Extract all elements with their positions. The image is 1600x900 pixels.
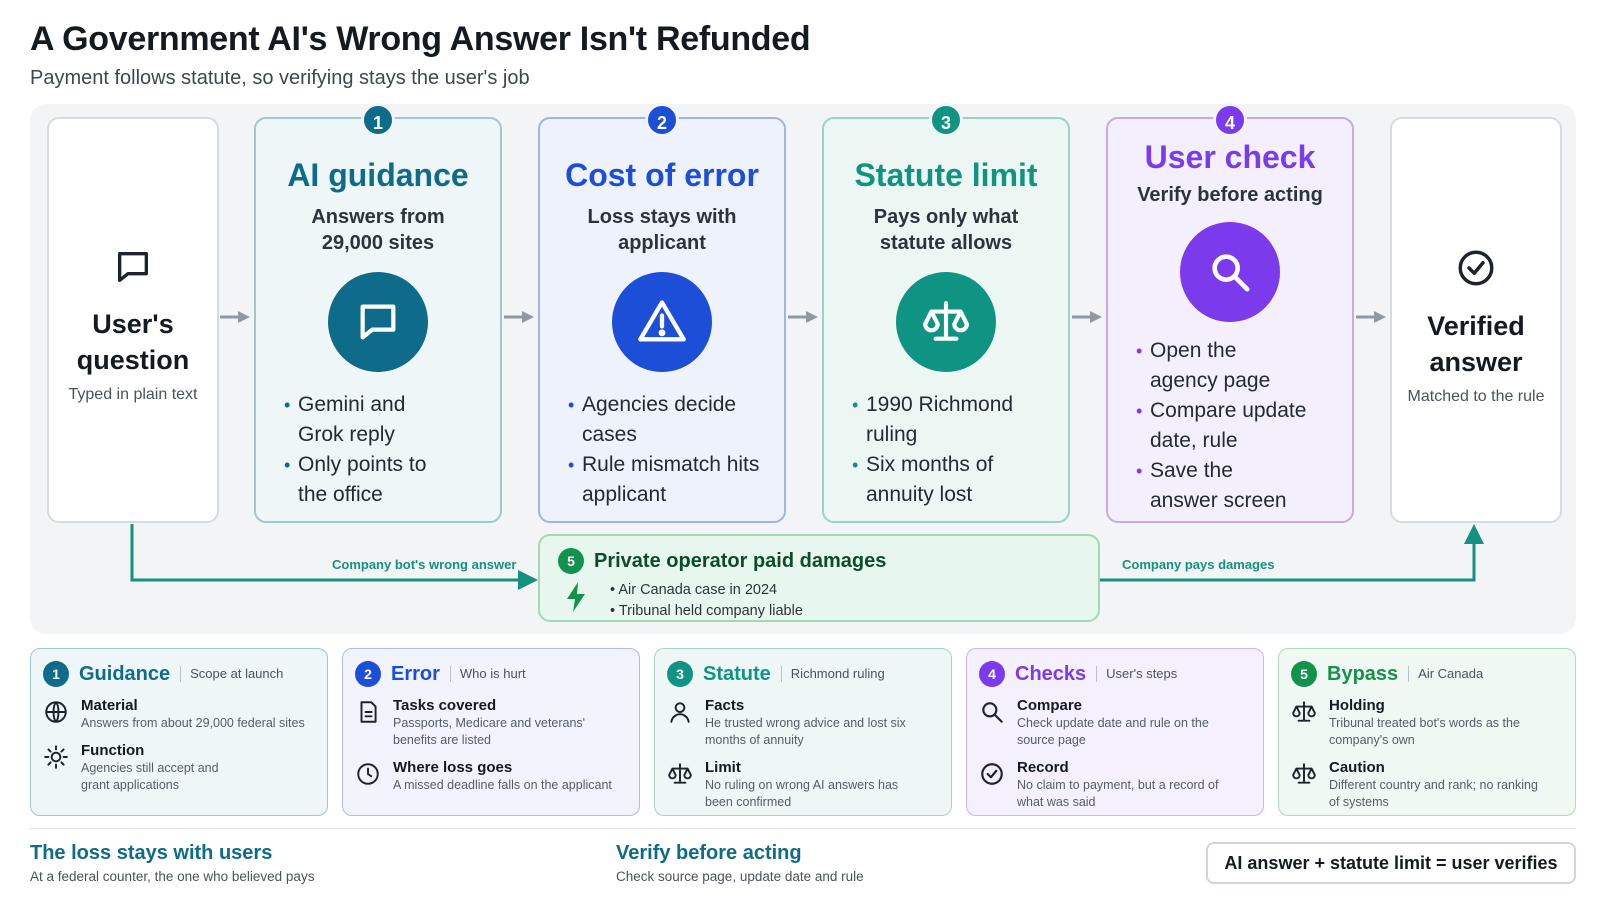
legend-row-desc: A missed deadline falls on the applicant bbox=[393, 778, 612, 792]
step-bullets bbox=[568, 390, 784, 510]
step-bullet: • Save the answer screen bbox=[1136, 456, 1352, 516]
chat-icon bbox=[113, 247, 153, 287]
legend-row-desc: No claim to payment, but a record of what was said bbox=[1017, 778, 1219, 809]
step-title: User check bbox=[1144, 139, 1316, 175]
legend-row-label: Caution bbox=[1329, 759, 1385, 776]
legend-scope: User's steps bbox=[1096, 666, 1177, 682]
bypass-left-arrowhead bbox=[518, 570, 538, 590]
end-card bbox=[1390, 117, 1562, 523]
legend-row-desc: He trusted wrong advice and lost six months of annuity bbox=[705, 716, 906, 747]
legend-row-label: Compare bbox=[1017, 697, 1083, 714]
legend-row-label: Where loss goes bbox=[393, 759, 513, 776]
step-subtitle: Pays only what statute allows bbox=[873, 206, 1019, 254]
legend-title: Guidance bbox=[79, 662, 171, 685]
scales-icon bbox=[921, 297, 971, 347]
step-card-cost-of-error bbox=[538, 113, 786, 523]
legend-scope: Scope at launch bbox=[180, 666, 283, 682]
legend-row-label: Record bbox=[1017, 759, 1069, 776]
legend-badge: 5 bbox=[1291, 661, 1317, 687]
legend-badge: 2 bbox=[355, 661, 381, 687]
legend-badge: 1 bbox=[43, 661, 69, 687]
step-title: Statute limit bbox=[854, 157, 1038, 193]
legend-row-label: Facts bbox=[705, 697, 745, 714]
legend-card-statute bbox=[654, 648, 952, 816]
footer-middle-subtitle: Check source page, update date and rule bbox=[616, 869, 864, 884]
step-bullets bbox=[1136, 336, 1352, 516]
bypass-bullet: • Tribunal held company liable bbox=[610, 603, 803, 619]
bypass-bullets bbox=[610, 580, 803, 622]
check-circle-icon bbox=[979, 761, 1005, 787]
legend-scope: Who is hurt bbox=[450, 666, 526, 682]
bypass-left-label: Company bot's wrong answer bbox=[332, 557, 517, 572]
footer-middle bbox=[616, 842, 864, 884]
legend-row-desc: Check update date and rule on the source page bbox=[1017, 716, 1209, 747]
magnifier-icon bbox=[1207, 249, 1253, 295]
legend-row-desc: Different country and rank; no ranking of systems bbox=[1329, 778, 1538, 809]
scales-icon bbox=[667, 761, 693, 787]
start-card bbox=[47, 117, 219, 523]
scales-icon bbox=[1291, 761, 1317, 787]
legend-title: Error bbox=[391, 662, 440, 685]
footer-left-subtitle: At a federal counter, the one who believed pays bbox=[30, 869, 315, 884]
flow-arrow bbox=[1072, 310, 1102, 324]
step-subtitle: Loss stays with applicant bbox=[587, 206, 737, 254]
step-card-user-check bbox=[1106, 113, 1354, 523]
clock-icon bbox=[355, 761, 381, 787]
step-subtitle: Answers from 29,000 sites bbox=[311, 206, 445, 254]
legend-scope: Air Canada bbox=[1408, 666, 1483, 682]
step-bullets bbox=[852, 390, 1068, 510]
step-title: Cost of error bbox=[565, 157, 759, 193]
footer-left-title: The loss stays with users bbox=[30, 842, 273, 864]
lightning-icon bbox=[564, 582, 588, 612]
legend-row-desc: Agencies still accept and grant applications bbox=[81, 761, 219, 792]
step-bullet: • Compare update date, rule bbox=[1136, 396, 1352, 456]
bypass-right-arrowhead bbox=[1464, 524, 1484, 544]
step-bullets bbox=[284, 390, 500, 510]
legend-row-desc: No ruling on wrong AI answers has been confirmed bbox=[705, 778, 899, 809]
step-bullet: • Gemini and Grok reply bbox=[284, 390, 500, 450]
legend-card-error bbox=[342, 648, 640, 816]
bypass-card bbox=[538, 534, 1100, 622]
flow-arrow bbox=[1356, 310, 1386, 324]
step-subtitle: Verify before acting bbox=[1137, 184, 1323, 206]
formula-box: AI answer + statute limit = user verifies bbox=[1206, 842, 1576, 884]
bypass-bullet: • Air Canada case in 2024 bbox=[610, 582, 778, 598]
footer-left bbox=[30, 842, 314, 884]
legend-card-guidance bbox=[30, 648, 328, 816]
step-badge: 2 bbox=[645, 103, 679, 137]
bypass-right-label: Company pays damages bbox=[1122, 557, 1275, 572]
sun-icon bbox=[43, 744, 69, 770]
legend-title: Checks bbox=[1015, 662, 1087, 685]
page-subtitle: Payment follows statute, so verifying stays the user's job bbox=[30, 67, 530, 89]
step-card-ai-guidance bbox=[254, 113, 502, 523]
warning-icon bbox=[636, 296, 688, 348]
legend-row-desc: Answers from about 29,000 federal sites bbox=[81, 716, 305, 730]
legend-title: Statute bbox=[703, 662, 771, 685]
end-title: Verified answer bbox=[1427, 311, 1525, 377]
legend-scope: Richmond ruling bbox=[781, 666, 885, 682]
legend-row-desc: Tribunal treated bot's words as the company's own bbox=[1329, 716, 1520, 747]
step-icon-circle bbox=[612, 272, 712, 372]
legend-row-desc: Passports, Medicare and veterans' benefits are listed bbox=[393, 716, 586, 747]
flow-arrow bbox=[504, 310, 534, 324]
magnifier-icon bbox=[979, 699, 1005, 725]
flow-arrow bbox=[220, 310, 250, 324]
step-bullet: • Six months of annuity lost bbox=[852, 450, 1068, 510]
step-bullet: • Only points to the office bbox=[284, 450, 500, 510]
step-bullet: • Open the agency page bbox=[1136, 336, 1352, 396]
page-title: A Government AI's Wrong Answer Isn't Refunded bbox=[30, 20, 811, 58]
step-icon-circle bbox=[896, 272, 996, 372]
end-subtitle: Matched to the rule bbox=[1407, 388, 1545, 405]
bypass-badge: 5 bbox=[558, 548, 584, 574]
legend-card-checks bbox=[966, 648, 1264, 816]
bypass-title: Private operator paid damages bbox=[594, 549, 887, 572]
footer-divider bbox=[30, 828, 1576, 829]
person-icon bbox=[667, 699, 693, 725]
step-badge: 1 bbox=[361, 103, 395, 137]
step-title: AI guidance bbox=[287, 157, 469, 193]
step-badge: 4 bbox=[1213, 103, 1247, 137]
legend-row-label: Holding bbox=[1329, 697, 1385, 714]
globe-icon bbox=[43, 699, 69, 725]
step-bullet: • Rule mismatch hits applicant bbox=[568, 450, 784, 510]
scales-icon bbox=[1291, 699, 1317, 725]
legend-row-label: Limit bbox=[705, 759, 741, 776]
start-title: User's question bbox=[76, 309, 190, 375]
legend-row-label: Material bbox=[81, 697, 138, 714]
legend-title: Bypass bbox=[1327, 662, 1399, 685]
legend-card-bypass bbox=[1278, 648, 1576, 816]
flow-arrow bbox=[788, 310, 818, 324]
check-circle-icon bbox=[1455, 247, 1497, 289]
step-icon-circle bbox=[1180, 222, 1280, 322]
step-badge: 3 bbox=[929, 103, 963, 137]
legend-badge: 4 bbox=[979, 661, 1005, 687]
step-icon-circle bbox=[328, 272, 428, 372]
chat-icon bbox=[355, 299, 401, 345]
step-bullet: • 1990 Richmond ruling bbox=[852, 390, 1068, 450]
step-bullet: • Agencies decide cases bbox=[568, 390, 784, 450]
footer-middle-title: Verify before acting bbox=[616, 842, 802, 864]
start-subtitle: Typed in plain text bbox=[68, 386, 198, 403]
legend-row-label: Function bbox=[81, 742, 145, 759]
document-icon bbox=[355, 699, 381, 725]
step-card-statute-limit bbox=[822, 113, 1070, 523]
legend-row-label: Tasks covered bbox=[393, 697, 497, 714]
legend-badge: 3 bbox=[667, 661, 693, 687]
